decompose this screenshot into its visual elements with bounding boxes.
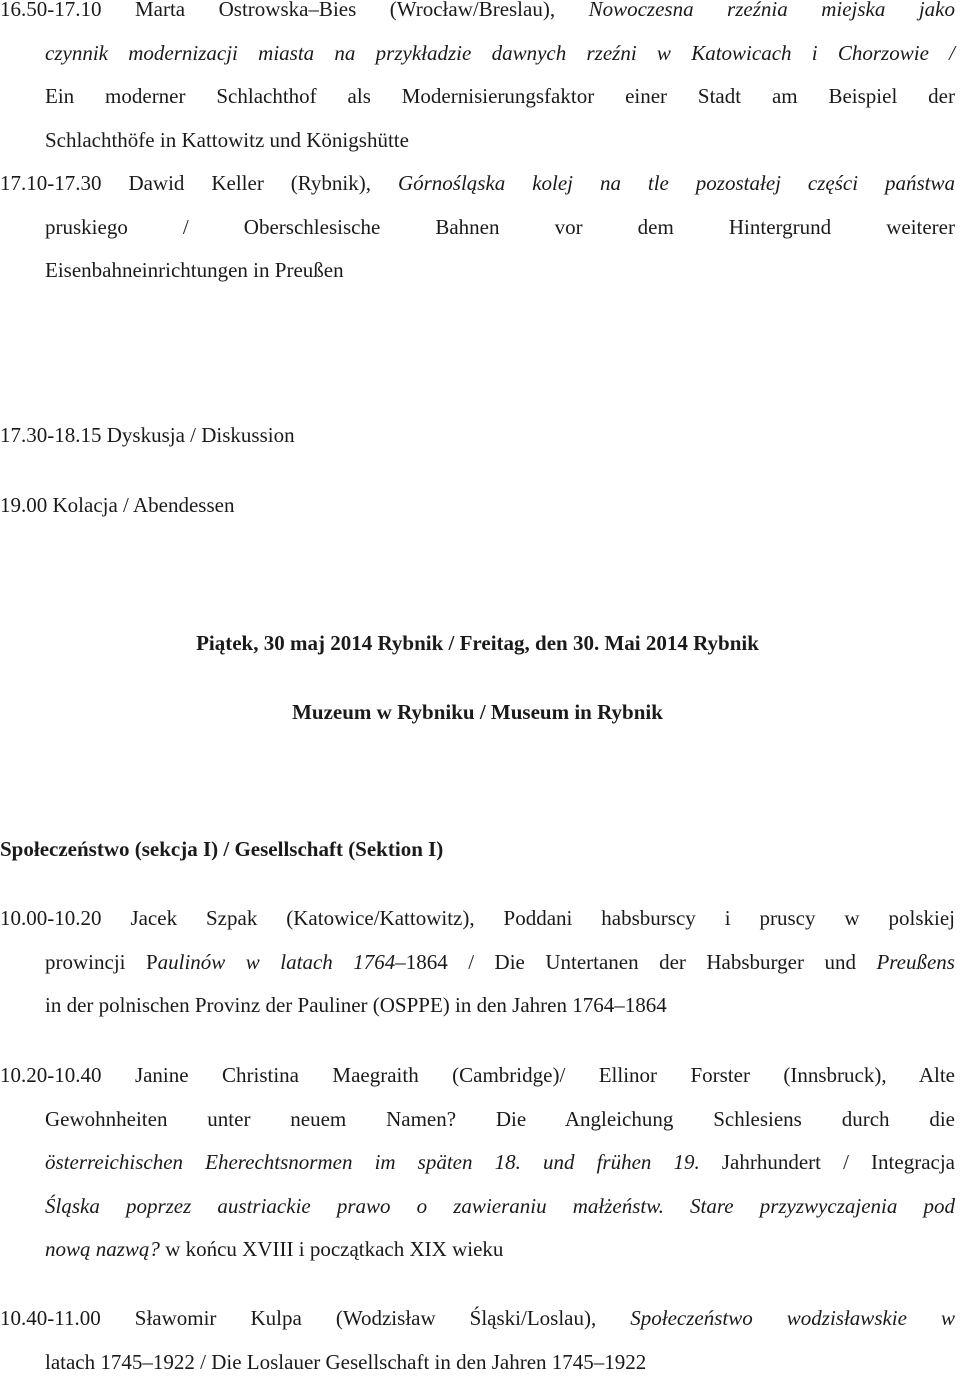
- entry-line: [0, 1297, 955, 1341]
- entry-title: Śląska poprzez austriackie prawo o zawieraniu małżeństw. Stare przyzwyczajenia pod: [45, 1194, 955, 1218]
- entry-line: [0, 897, 955, 941]
- entry-title-de: Eisenbahneinrichtungen in Preußen: [45, 258, 344, 282]
- entry-time: 17.10-17.30: [0, 171, 102, 195]
- entry-text: w końcu XVIII i początkach XIX wieku: [165, 1237, 503, 1261]
- entry-speaker: Marta Ostrowska–Bies (Wrocław/Breslau),: [135, 0, 555, 21]
- entry-title: Górnośląska kolej na tle pozostałej części państwa: [398, 171, 955, 195]
- dinner-item: 19.00 Kolacja / Abendessen: [0, 484, 234, 528]
- entry-title: nową nazwą?: [45, 1237, 160, 1261]
- entry-line: [0, 1341, 955, 1384]
- entry-text: Jahrhundert / Integracja: [722, 1150, 955, 1174]
- entry-title: aulinów w latach 1764: [158, 950, 396, 974]
- entry-line: [0, 1141, 955, 1185]
- program-entry-ostrowska: [0, 0, 955, 162]
- program-entry-kulpa: [0, 1297, 955, 1384]
- program-entry-szpak: [0, 897, 955, 1028]
- entry-line: [0, 162, 955, 206]
- entry-line: [0, 1185, 955, 1229]
- entry-title: österreichischen Eherechtsnormen im späten 18. und frühen 19.: [45, 1150, 700, 1174]
- entry-line: [0, 119, 955, 163]
- entry-line: [0, 1054, 955, 1098]
- entry-speaker: Sławomir Kulpa (Wodzisław Śląski/Loslau),: [135, 1306, 596, 1330]
- entry-line: [0, 0, 955, 32]
- entry-title-de: Schlachthöfe in Kattowitz und Königshütte: [45, 128, 409, 152]
- entry-line: [0, 1228, 955, 1272]
- entry-text: in der polnischen Provinz der Pauliner (OSPPE) in den Jahren 1764–1864: [45, 993, 667, 1017]
- section-heading: Społeczeństwo (sekcja I) / Gesellschaft (Sektion I): [0, 828, 443, 872]
- entry-time: 16.50-17.10: [0, 0, 102, 21]
- entry-title-de: pruskiego / Oberschlesische Bahnen vor dem Hintergrund weiterer: [45, 215, 955, 239]
- entry-title-de: Gewohnheiten unter neuem Namen? Die Angleichung Schlesiens durch die: [45, 1107, 955, 1131]
- entry-line: [0, 206, 955, 250]
- entry-text: prowincji P: [45, 950, 158, 974]
- venue-heading: Muzeum w Rybniku / Museum in Rybnik: [0, 691, 955, 735]
- entry-text: latach 1745–1922 / Die Loslauer Gesellschaft in den Jahren 1745–1922: [45, 1350, 646, 1374]
- entry-time: 10.00-10.20: [0, 906, 102, 930]
- day-heading: Piątek, 30 maj 2014 Rybnik / Freitag, den 30. Mai 2014 Rybnik: [0, 622, 955, 666]
- entry-text: –1864 / Die Untertanen der Habsburger und: [395, 950, 856, 974]
- program-entry-maegraith: [0, 1054, 955, 1272]
- entry-time: 10.20-10.40: [0, 1063, 102, 1087]
- entry-text: Jacek Szpak (Katowice/Kattowitz), Poddani habsburscy i pruscy w polskiej: [130, 906, 955, 930]
- entry-time: 10.40-11.00: [0, 1306, 101, 1330]
- entry-line: [0, 984, 955, 1028]
- program-entry-keller: [0, 162, 955, 293]
- entry-line: [0, 249, 955, 293]
- entry-title: Preußens: [876, 950, 955, 974]
- entry-title: Nowoczesna rzeźnia miejska jako: [589, 0, 955, 21]
- entry-title: Społeczeństwo wodzisławskie w: [630, 1306, 955, 1330]
- entry-title: czynnik modernizacji miasta na przykładzie dawnych rzeźni w Katowicach i Chorzowie /: [45, 41, 955, 65]
- entry-line: [0, 1098, 955, 1142]
- entry-title-de: Ein moderner Schlachthof als Modernisierungsfaktor einer Stadt am Beispiel der: [45, 84, 955, 108]
- entry-line: [0, 32, 955, 76]
- entry-line: [0, 75, 955, 119]
- entry-speaker: Janine Christina Maegraith (Cambridge)/ Ellinor Forster (Innsbruck), Alte: [135, 1063, 955, 1087]
- entry-line: [0, 941, 955, 985]
- entry-speaker: Dawid Keller (Rybnik),: [128, 171, 371, 195]
- discussion-item: 17.30-18.15 Dyskusja / Diskussion: [0, 414, 295, 458]
